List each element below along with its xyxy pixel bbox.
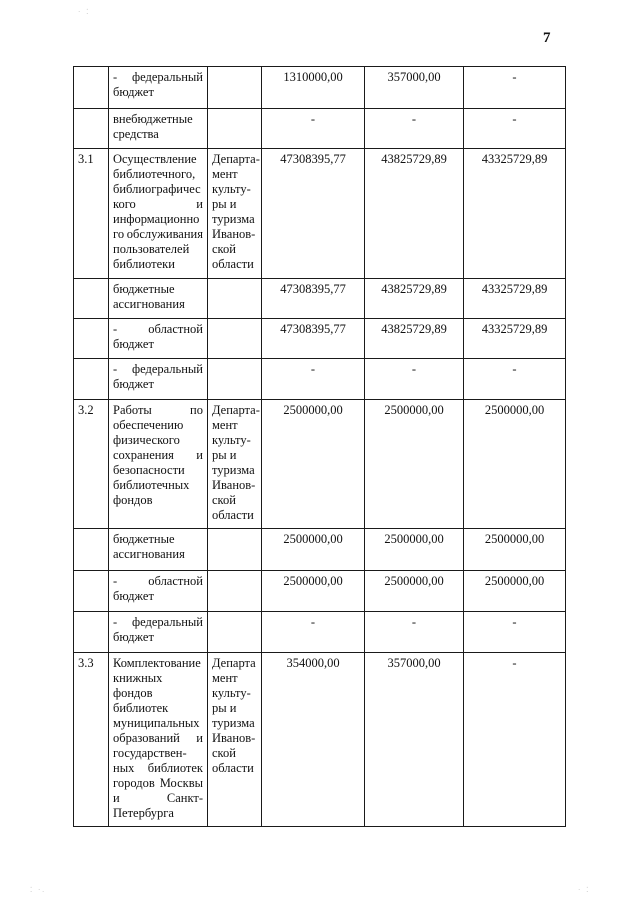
cell-line: сохранения и	[113, 448, 203, 462]
cell-line: - областной	[113, 574, 203, 588]
activity-name	[109, 529, 208, 571]
amount-year-3: 43325729,89	[464, 149, 566, 279]
table-row	[74, 359, 566, 400]
scan-speck: · ⁚	[578, 886, 591, 894]
executor	[208, 529, 262, 571]
amount-year-1: -	[262, 359, 365, 400]
scan-speck: ⁚ ·.	[30, 886, 47, 894]
activity-name	[109, 149, 208, 279]
row-number	[74, 279, 109, 319]
amount-year-2: 2500000,00	[365, 529, 464, 571]
cell-line: информационно	[113, 212, 200, 226]
table-row	[74, 653, 566, 827]
cell-line: го обслуживания	[113, 227, 203, 241]
row-number: 3.2	[74, 400, 109, 529]
amount-year-1: 47308395,77	[262, 149, 365, 279]
cell-line: городов Москвы	[113, 776, 203, 790]
row-number	[74, 571, 109, 612]
row-number	[74, 67, 109, 109]
cell-line: культу-	[212, 182, 251, 196]
amount-year-1: 354000,00	[262, 653, 365, 827]
amount-year-2: 43825729,89	[365, 319, 464, 359]
cell-line: обеспечению	[113, 418, 184, 432]
cell-line: Комплектование	[113, 656, 201, 670]
activity-name	[109, 279, 208, 319]
cell-line: Петербурга	[113, 806, 174, 820]
cell-line: - областной	[113, 322, 203, 336]
cell-line: мент	[212, 418, 238, 432]
cell-line: области	[212, 508, 254, 522]
cell-line: безопасности	[113, 463, 185, 477]
executor	[208, 612, 262, 653]
amount-year-2: -	[365, 612, 464, 653]
table-row	[74, 612, 566, 653]
cell-line: мент	[212, 167, 238, 181]
amount-year-2: 2500000,00	[365, 400, 464, 529]
amount-year-1: -	[262, 612, 365, 653]
row-number	[74, 612, 109, 653]
table-row	[74, 400, 566, 529]
cell-line: образований и	[113, 731, 203, 745]
amount-year-3: 2500000,00	[464, 529, 566, 571]
row-number	[74, 109, 109, 149]
amount-year-3: -	[464, 359, 566, 400]
cell-line: библиотеки	[113, 257, 175, 271]
amount-year-2: 43825729,89	[365, 149, 464, 279]
amount-year-2: 357000,00	[365, 67, 464, 109]
table-row	[74, 109, 566, 149]
cell-line: кого и	[113, 197, 203, 211]
cell-line: и Санкт-	[113, 791, 203, 805]
cell-line: фондов	[113, 686, 153, 700]
cell-line: туризма	[212, 463, 255, 477]
cell-line: ской	[212, 746, 236, 760]
amount-year-2: 2500000,00	[365, 571, 464, 612]
cell-line: муниципальных	[113, 716, 200, 730]
cell-line: мент	[212, 671, 238, 685]
cell-line: Департа	[212, 656, 256, 670]
amount-year-3: -	[464, 653, 566, 827]
cell-line: культу-	[212, 433, 251, 447]
activity-name	[109, 612, 208, 653]
table-row	[74, 571, 566, 612]
amount-year-1: -	[262, 109, 365, 149]
cell-line: области	[212, 761, 254, 775]
amount-year-3: 43325729,89	[464, 279, 566, 319]
activity-name	[109, 109, 208, 149]
amount-year-3: -	[464, 67, 566, 109]
cell-line: бюджет	[113, 630, 154, 644]
row-number	[74, 319, 109, 359]
cell-line: Работы по	[113, 403, 203, 417]
executor	[208, 279, 262, 319]
cell-line: пользователей	[113, 242, 190, 256]
table-row	[74, 319, 566, 359]
amount-year-2: -	[365, 109, 464, 149]
amount-year-1: 47308395,77	[262, 279, 365, 319]
activity-name	[109, 359, 208, 400]
executor	[208, 359, 262, 400]
amount-year-1: 2500000,00	[262, 571, 365, 612]
amount-year-3: -	[464, 109, 566, 149]
amount-year-1: 2500000,00	[262, 400, 365, 529]
scan-speck: · ⁚	[78, 8, 91, 16]
cell-line: ской	[212, 493, 236, 507]
table-row	[74, 279, 566, 319]
table-row	[74, 67, 566, 109]
cell-line: библиотечных	[113, 478, 190, 492]
amount-year-2: 43825729,89	[365, 279, 464, 319]
cell-line: бюджет	[113, 337, 154, 351]
cell-line: библиотечного,	[113, 167, 196, 181]
activity-name	[109, 653, 208, 827]
cell-line: физического	[113, 433, 180, 447]
table-row	[74, 529, 566, 571]
activity-name	[109, 400, 208, 529]
amount-year-3: 43325729,89	[464, 319, 566, 359]
activity-name	[109, 319, 208, 359]
cell-line: - федеральный	[113, 362, 203, 376]
cell-line: - федеральный	[113, 70, 203, 84]
cell-line: библиотек	[113, 701, 169, 715]
amount-year-2: -	[365, 359, 464, 400]
cell-line: средства	[113, 127, 159, 141]
cell-line: государствен-	[113, 746, 187, 760]
amount-year-1: 47308395,77	[262, 319, 365, 359]
cell-line: бюджет	[113, 377, 154, 391]
cell-line: Департа-	[212, 403, 260, 417]
cell-line: бюджетные	[113, 532, 175, 546]
cell-line: фондов	[113, 493, 153, 507]
amount-year-1: 2500000,00	[262, 529, 365, 571]
cell-line: Иванов-	[212, 227, 256, 241]
cell-line: - федеральный	[113, 615, 203, 629]
cell-line: ры и	[212, 197, 237, 211]
cell-line: области	[212, 257, 254, 271]
cell-line: бюджетные	[113, 282, 175, 296]
cell-line: ассигнования	[113, 297, 185, 311]
page-number: 7	[543, 30, 551, 46]
row-number	[74, 529, 109, 571]
row-number: 3.1	[74, 149, 109, 279]
cell-line: книжных	[113, 671, 163, 685]
cell-line: внебюджетные	[113, 112, 193, 126]
cell-line: бюджет	[113, 85, 154, 99]
amount-year-3: -	[464, 612, 566, 653]
amount-year-1: 1310000,00	[262, 67, 365, 109]
executor	[208, 653, 262, 827]
cell-line: ры и	[212, 701, 237, 715]
executor	[208, 149, 262, 279]
executor	[208, 319, 262, 359]
cell-line: ры и	[212, 448, 237, 462]
budget-table	[73, 66, 566, 827]
cell-line: культу-	[212, 686, 251, 700]
amount-year-3: 2500000,00	[464, 400, 566, 529]
cell-line: Департа-	[212, 152, 260, 166]
row-number	[74, 359, 109, 400]
cell-line: библиографичес	[113, 182, 201, 196]
cell-line: Иванов-	[212, 478, 256, 492]
cell-line: ных библиотек	[113, 761, 203, 775]
executor	[208, 400, 262, 529]
activity-name	[109, 571, 208, 612]
cell-line: туризма	[212, 716, 255, 730]
row-number: 3.3	[74, 653, 109, 827]
executor	[208, 109, 262, 149]
cell-line: ассигнования	[113, 547, 185, 561]
amount-year-2: 357000,00	[365, 653, 464, 827]
cell-line: ской	[212, 242, 236, 256]
amount-year-3: 2500000,00	[464, 571, 566, 612]
activity-name	[109, 67, 208, 109]
cell-line: Осуществление	[113, 152, 197, 166]
table-row	[74, 149, 566, 279]
cell-line: Иванов-	[212, 731, 256, 745]
cell-line: бюджет	[113, 589, 154, 603]
executor	[208, 67, 262, 109]
cell-line: туризма	[212, 212, 255, 226]
executor	[208, 571, 262, 612]
